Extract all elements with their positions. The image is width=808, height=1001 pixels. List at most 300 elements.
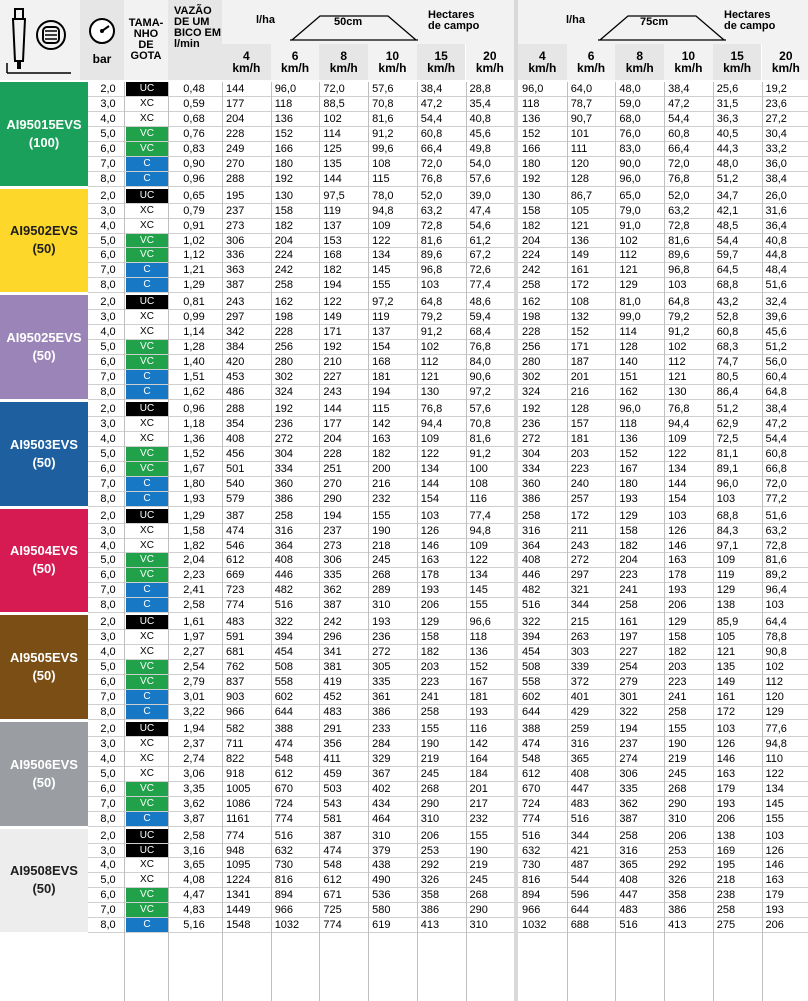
rate-75cm-cell: 322 [619,705,638,718]
rate-50cm-cell: 57,6 [372,83,394,95]
pressure-cell: 6,0 [100,356,116,369]
group-separator [514,0,518,1001]
rate-50cm-cell: 486 [226,386,245,398]
flow-cell: 3,01 [183,691,205,703]
rate-75cm-cell: 516 [522,599,541,612]
rate-75cm-cell: 128 [570,402,590,415]
rate-50cm-cell: 192 [274,402,294,415]
pressure-cell: 4,0 [100,752,116,765]
rate-50cm-cell: 363 [226,264,245,277]
rate-50cm-cell: 894 [274,889,294,902]
rate-50cm-cell: 181 [469,691,488,703]
rate-75cm-cell: 364 [522,539,541,552]
rate-50cm-cell: 206 [420,599,440,612]
rate-75cm-cell: 227 [619,646,638,659]
rate-75cm-cell: 33,2 [765,142,787,155]
rate-75cm-cell: 162 [619,386,638,398]
flow-cell: 0,99 [183,311,205,324]
rate-75cm-cell: 103 [765,599,784,612]
rate-50cm-cell: 387 [226,509,245,522]
table-row [88,462,808,476]
rate-75cm-cell: 245 [668,767,687,780]
rate-75cm-cell: 38,4 [765,172,787,185]
rate-50cm-cell: 310 [372,599,391,612]
rate-50cm-cell: 218 [372,539,391,552]
rate-75cm-cell: 68,8 [716,279,739,292]
drop-size-cell: XC [140,112,154,124]
rate-50cm-cell: 182 [420,646,440,659]
pressure-cell: 2,0 [100,83,116,95]
pressure-cell: 4,0 [100,646,116,659]
row-divider [88,932,808,933]
rate-75cm-cell: 38,4 [668,83,690,95]
pressure-cell: 5,0 [100,661,116,674]
rate-50cm-cell: 364 [274,539,294,552]
rate-75cm-cell: 193 [668,584,687,597]
rate-75cm-cell: 72,5 [716,432,739,445]
rate-75cm-cell: 134 [765,782,784,795]
rate-50cm-cell: 453 [226,371,245,384]
rate-50cm-cell: 122 [372,234,391,247]
rate-50cm-cell: 137 [372,326,391,339]
rate-50cm-cell: 245 [469,874,488,887]
rate-75cm-cell: 19,2 [765,83,787,95]
rate-50cm-cell: 342 [226,326,245,339]
pressure-label: bar [92,51,112,66]
table-row [88,142,808,156]
rate-50cm-cell: 164 [469,752,488,765]
table-row [88,97,808,111]
rate-75cm-cell: 90,0 [619,157,641,170]
rate-75cm-cell: 103 [668,279,687,292]
table-row [88,752,808,766]
rate-75cm-cell: 27,2 [765,112,787,125]
rate-50cm-cell: 126 [420,524,440,537]
rate-50cm-cell: 66,4 [420,142,443,155]
nozzle-column-header [0,0,80,80]
rate-75cm-cell: 89,1 [716,462,739,475]
flow-cell: 3,06 [183,767,205,780]
rate-50cm-cell: 91,2 [372,127,394,140]
rate-75cm-cell: 192 [522,402,541,415]
rate-50cm-cell: 243 [323,386,342,398]
rate-50cm-cell: 227 [323,371,342,384]
rate-75cm-cell: 136 [570,234,590,247]
drop-size-cell: C [126,370,168,384]
rate-50cm-cell: 182 [274,219,294,232]
rate-50cm-cell: 361 [372,691,391,703]
pressure-cell: 2,0 [100,616,116,629]
speed-header-75-10: 10 km/h [664,44,713,80]
row-divider [88,612,808,613]
rate-50cm-cell: 388 [274,722,294,735]
pressure-cell: 8,0 [100,705,116,718]
rate-75cm-cell: 60,8 [668,127,690,140]
rate-50cm-cell: 96,0 [274,83,297,95]
rate-75cm-cell: 180 [619,477,638,490]
nozzle-name: AI9506EVS [10,756,78,772]
rate-50cm-cell: 822 [226,752,245,765]
rate-75cm-cell: 108 [570,296,590,309]
rate-75cm-cell: 171 [570,341,590,354]
rate-75cm-cell: 688 [570,919,590,932]
rate-50cm-cell: 408 [226,432,245,445]
rate-75cm-cell: 103 [716,492,736,505]
rate-50cm-cell: 1548 [226,919,251,932]
flow-cell: 1,40 [183,356,205,369]
rate-50cm-cell: 379 [372,844,391,857]
rate-50cm-cell: 543 [323,797,342,810]
rate-50cm-cell: 219 [469,859,488,872]
nozzle-label [0,295,88,399]
drop-size-cell: XC [140,859,154,871]
drop-size-cell: XC [140,204,154,216]
table-row [88,355,808,369]
flow-label-2: DE UM [174,16,210,28]
rate-50cm-cell: 152 [469,661,488,674]
nozzle-name: AI9508EVS [10,863,78,879]
pressure-cell: 8,0 [100,919,116,932]
rate-75cm-cell: 339 [570,661,590,674]
table-row [88,204,808,218]
speed-header-50-8: 8 km/h [319,44,368,80]
nozzle-label [0,615,88,719]
rate-75cm-cell: 216 [570,386,590,398]
rate-50cm-cell: 251 [323,462,342,475]
rate-50cm-cell: 163 [372,432,391,445]
rate-50cm-cell: 70,8 [469,417,491,430]
rate-50cm-cell: 1449 [226,904,251,917]
drop-size-cell: VC [126,234,168,248]
rate-50cm-cell: 72,0 [323,83,345,95]
rate-75cm-cell: 258 [522,509,541,522]
pressure-cell: 2,0 [100,509,116,522]
flow-cell: 4,08 [183,874,205,887]
rate-50cm-cell: 483 [226,616,245,629]
drop-size-cell: C [126,705,168,719]
rate-75cm-cell: 86,7 [570,189,593,202]
rate-50cm-cell: 190 [469,844,488,857]
rate-75cm-cell: 38,4 [765,402,787,415]
drop-size-cell: C [126,157,168,171]
pressure-cell: 6,0 [100,569,116,582]
column-divider [713,82,714,1001]
rate-75cm-cell: 74,7 [716,356,739,369]
rate-75cm-cell: 59,7 [716,249,739,262]
rate-50cm-cell: 144 [323,402,342,415]
rate-75cm-cell: 68,8 [716,509,739,522]
rate-75cm-cell: 256 [522,341,541,354]
rate-50cm-cell: 97,2 [372,296,394,309]
rate-50cm-cell: 671 [323,889,342,902]
drop-size-cell: VC [126,797,168,811]
rate-75cm-cell: 596 [570,889,590,902]
rate-75cm-cell: 193 [619,492,638,505]
rate-50cm-cell: 711 [226,737,244,750]
rate-75cm-cell: 774 [522,812,541,825]
rate-75cm-cell: 454 [522,646,541,659]
rate-75cm-cell: 447 [619,889,638,902]
flow-cell: 1,52 [183,447,205,460]
rate-75cm-cell: 134 [668,462,687,475]
rate-75cm-cell: 816 [522,874,541,887]
rate-50cm-cell: 76,8 [420,402,443,415]
rate-50cm-cell: 966 [226,705,245,718]
rate-75cm-cell: 60,4 [765,371,787,384]
rate-50cm-cell: 291 [323,722,342,735]
rate-75cm-cell: 158 [668,631,687,644]
rate-75cm-cell: 52,0 [668,189,690,202]
rate-50cm-cell: 903 [226,691,245,703]
flow-cell: 3,62 [183,797,205,810]
flow-cell: 2,41 [183,584,205,597]
rate-75cm-cell: 558 [522,676,541,689]
rate-75cm-cell: 25,6 [716,83,739,95]
rate-75cm-cell: 47,2 [765,417,787,430]
speed-header-75-4: 4 km/h [518,44,567,80]
rate-75cm-cell: 204 [522,234,541,247]
nozzle-name: AI9503EVS [10,436,78,452]
rate-75cm-cell: 180 [522,157,541,170]
rate-75cm-cell: 32,4 [765,296,787,309]
flow-cell: 3,16 [183,844,205,857]
rate-50cm-cell: 28,8 [469,83,491,95]
rate-50cm-cell: 1161 [226,812,250,825]
rate-75cm-cell: 60,8 [716,326,739,339]
rate-75cm-cell: 85,9 [716,616,739,629]
table-row [88,675,808,689]
table-row [88,829,808,843]
column-divider [222,82,223,1001]
rate-50cm-cell: 206 [420,829,440,842]
rate-75cm-cell: 77,2 [765,492,787,505]
rate-50cm-cell: 228 [226,127,245,140]
rate-50cm-cell: 155 [372,279,391,292]
rate-75cm-cell: 316 [522,524,541,537]
drop-size-cell: XC [140,646,154,658]
rate-50cm-cell: 602 [274,691,294,703]
rate-75cm-cell: 120 [570,157,590,170]
rate-50cm-cell: 394 [274,631,294,644]
pressure-cell: 4,0 [100,432,116,445]
rate-75cm-cell: 81,6 [668,234,690,247]
rate-75cm-cell: 158 [619,524,638,537]
rate-50cm-cell: 237 [226,204,245,217]
pressure-cell: 7,0 [100,797,116,810]
rate-75cm-cell: 140 [619,356,638,369]
rate-50cm-cell: 135 [323,157,342,170]
rate-75cm-cell: 644 [570,904,590,917]
rate-75cm-cell: 40,8 [765,234,787,247]
table-row [88,598,808,612]
rate-50cm-cell: 204 [226,112,245,125]
pressure-cell: 5,0 [100,767,116,780]
table-row [88,447,808,461]
table-row [88,432,808,446]
rate-50cm-cell: 45,6 [469,127,491,140]
rate-75cm-cell: 215 [570,616,590,629]
table-row [88,477,808,491]
rate-50cm-cell: 272 [274,432,294,445]
flow-cell: 5,16 [183,919,205,932]
rate-75cm-cell: 272 [522,432,541,445]
drop-size-cell: C [126,492,168,506]
rate-50cm-cell: 305 [372,661,391,674]
rate-50cm-cell: 171 [323,326,342,339]
speed-header-75-6: 6 km/h [567,44,616,80]
rate-50cm-cell: 324 [274,386,294,398]
rate-75cm-cell: 145 [765,797,784,810]
rate-75cm-cell: 135 [716,661,736,674]
drop-size-cell: VC [126,888,168,902]
table-row [88,492,808,506]
pressure-cell: 3,0 [100,737,116,750]
rate-50cm-cell: 272 [372,646,391,659]
table-row [88,858,808,872]
rate-50cm-cell: 122 [323,296,342,309]
rate-75cm-cell: 268 [668,782,687,795]
rate-75cm-cell: 612 [522,767,541,780]
pressure-cell: 7,0 [100,371,116,384]
drop-size-cell: XC [140,631,154,643]
rate-75cm-cell: 182 [668,646,687,659]
rate-50cm-cell: 644 [274,705,294,718]
rate-75cm-cell: 129 [716,584,736,597]
pressure-cell: 4,0 [100,859,116,872]
drop-size-cell: XC [140,97,154,109]
rate-75cm-cell: 386 [668,904,687,917]
nozzle-label [0,509,88,613]
rate-75cm-cell: 192 [522,172,541,185]
rate-50cm-cell: 233 [372,722,391,735]
rate-50cm-cell: 54,6 [469,219,491,232]
rate-75cm-cell: 301 [619,691,638,703]
rate-50cm-cell: 249 [226,142,245,155]
drop-size-cell: C [126,918,168,932]
rate-75cm-cell: 179 [765,889,784,902]
rate-75cm-cell: 66,4 [668,142,690,155]
rate-50cm-cell: 579 [226,492,245,505]
drop-size-cell: C [126,812,168,826]
rate-50cm-cell: 119 [323,204,341,217]
pressure-cell: 3,0 [100,631,116,644]
rate-50cm-cell: 116 [469,492,488,505]
rate-75cm-cell: 730 [522,859,541,872]
rate-75cm-cell: 152 [619,447,638,460]
rate-50cm-cell: 100 [469,462,488,475]
rate-50cm-cell: 194 [323,509,342,522]
rate-50cm-cell: 548 [274,752,294,765]
rate-50cm-cell: 508 [274,661,294,674]
rate-50cm-cell: 102 [420,341,440,354]
rate-50cm-cell: 64,8 [420,296,443,309]
rate-75cm-cell: 316 [570,737,590,750]
drop-size-cell: UC [126,189,168,203]
rate-50cm-cell: 273 [323,539,342,552]
nozzle-sub: (50) [32,348,56,364]
rate-50cm-cell: 163 [420,554,440,567]
rate-50cm-cell: 360 [274,477,294,490]
rate-50cm-cell: 268 [372,569,391,582]
rate-50cm-cell: 724 [274,797,294,810]
flow-cell: 0,79 [183,204,205,217]
rate-75cm-cell: 193 [716,797,736,810]
pressure-cell: 5,0 [100,447,116,460]
rate-50cm-cell: 203 [420,661,440,674]
flow-cell: 1,18 [183,417,205,430]
rate-75cm-cell: 894 [522,889,541,902]
rate-75cm-cell: 84,3 [716,524,739,537]
drop-size-cell: C [126,263,168,277]
table-row [88,873,808,887]
rate-50cm-cell: 145 [469,584,488,597]
drop-size-cell: UC [126,509,168,523]
rate-75cm-cell: 72,0 [765,477,787,490]
rate-75cm-cell: 136 [522,112,541,125]
pressure-cell: 3,0 [100,204,116,217]
rate-75cm-cell: 169 [716,844,736,857]
speed-header-50-20: 20 km/h [466,44,515,80]
rate-75cm-cell: 23,6 [765,97,787,110]
rate-50cm-cell: 581 [323,812,342,825]
column-divider [319,82,320,1001]
rate-50cm-cell: 245 [420,767,440,780]
flow-cell: 3,22 [183,705,205,718]
rate-50cm-cell: 52,0 [420,189,443,202]
rate-75cm-cell: 64,8 [668,296,690,309]
rate-50cm-cell: 1005 [226,782,251,795]
rate-75cm-cell: 198 [522,311,541,324]
rate-50cm-cell: 316 [274,524,294,537]
rate-50cm-cell: 79,2 [420,311,443,324]
flow-cell: 1,14 [183,326,205,339]
rate-50cm-cell: 228 [274,326,294,339]
rate-75cm-cell: 96,0 [716,477,739,490]
rate-75cm-cell: 103 [765,829,784,842]
rate-50cm-cell: 232 [372,492,391,505]
rate-75cm-cell: 304 [522,447,541,460]
rate-50cm-cell: 681 [226,646,245,659]
rate-50cm-cell: 158 [420,631,440,644]
speed-header-50-15: 15 km/h [417,44,466,80]
rate-75cm-cell: 83,0 [619,142,641,155]
rate-50cm-cell: 103 [420,279,440,292]
rate-75cm-cell: 51,2 [716,172,739,185]
rate-50cm-cell: 91,2 [420,326,443,339]
rate-50cm-cell: 166 [274,142,294,155]
rate-50cm-cell: 774 [226,599,245,612]
rate-75cm-cell: 602 [522,691,541,703]
rate-75cm-cell: 112 [619,249,637,262]
rate-50cm-cell: 273 [226,219,245,232]
rate-50cm-cell: 270 [226,157,245,170]
rate-75cm-cell: 292 [668,859,687,872]
rate-50cm-cell: 193 [372,616,391,629]
pressure-cell: 3,0 [100,417,116,430]
table-row [88,812,808,826]
rate-50cm-cell: 270 [323,477,342,490]
rate-50cm-cell: 336 [226,249,245,262]
rate-75cm-cell: 112 [668,356,686,369]
rate-75cm-cell: 508 [522,661,541,674]
flow-cell: 0,59 [183,97,205,110]
rate-50cm-cell: 118 [469,631,488,644]
rate-50cm-cell: 72,0 [420,157,443,170]
rate-75cm-cell: 163 [668,554,687,567]
flow-cell: 0,90 [183,157,205,170]
rate-50cm-cell: 180 [274,157,294,170]
rate-75cm-cell: 66,8 [765,462,787,475]
